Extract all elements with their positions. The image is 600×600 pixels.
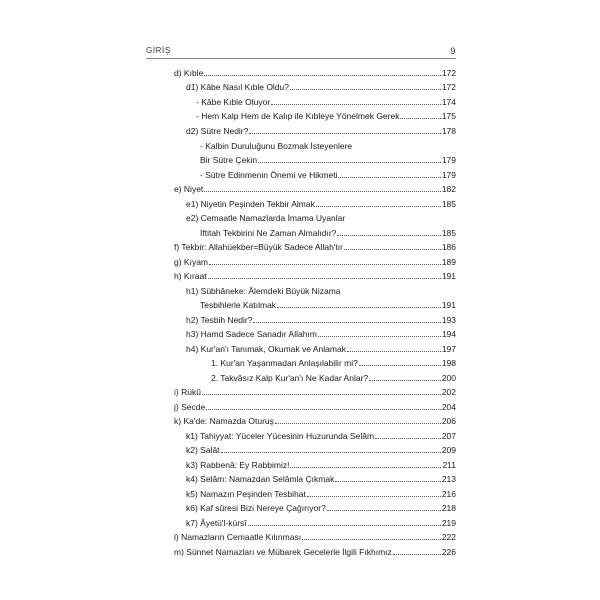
toc-leader	[221, 452, 441, 453]
toc-entry-page: 200	[441, 373, 456, 383]
toc-entry-page: 174	[441, 97, 456, 107]
toc-entry-title: k4) Selâm: Namazdan Selâmla Çıkmak	[186, 474, 335, 484]
toc-entry	[174, 414, 456, 426]
toc-leader	[290, 467, 441, 468]
toc-entry	[186, 516, 456, 528]
toc-entry-page: 216	[441, 489, 456, 499]
toc-entry	[200, 139, 456, 151]
toc-entry	[174, 182, 456, 194]
toc-leader	[318, 336, 441, 337]
toc-entry	[186, 197, 456, 209]
toc-entry	[186, 472, 456, 484]
toc-entry-page: 219	[441, 518, 456, 528]
toc-leader	[327, 510, 441, 511]
toc-entry-page: 202	[441, 387, 456, 397]
toc-leader	[258, 162, 441, 163]
toc-entry-page: 213	[441, 474, 456, 484]
toc-entry	[186, 80, 456, 92]
toc-entry	[174, 240, 456, 252]
toc-entry-title: k1) Tahiyyat: Yüceler Yücesinin Huzurunda Selâm	[186, 431, 375, 441]
toc-entry	[174, 255, 456, 267]
toc-entry	[186, 501, 456, 513]
toc-leader	[347, 351, 441, 352]
toc-entry-title: h2) Tesbih Nedir?	[186, 315, 253, 325]
toc-leader	[400, 118, 440, 119]
toc-entry	[174, 66, 456, 78]
toc-leader	[249, 133, 440, 134]
toc-entry-title: d) Kıble	[174, 68, 204, 78]
toc-entry	[186, 284, 456, 296]
chapter-title: GİRİŞ	[146, 46, 171, 55]
toc-entry-page: 175	[441, 111, 456, 121]
toc-entry-page: 226	[441, 547, 456, 557]
toc-entry-page: 218	[441, 503, 456, 513]
page-number: 9	[450, 46, 456, 56]
toc-leader	[275, 423, 441, 424]
toc-entry-title: e) Niyet	[174, 184, 204, 194]
toc-entry-title: l) Namazların Cemaatle Kılınması	[174, 532, 302, 542]
toc-entry	[186, 211, 456, 223]
toc-leader	[338, 177, 440, 178]
toc-leader	[290, 89, 441, 90]
toc-entry	[200, 168, 456, 180]
toc-entry	[196, 109, 456, 121]
toc-entry	[186, 487, 456, 499]
toc-entry-title: - Kalbin Duruluğunu Bozmak İsteyenlere	[200, 141, 353, 151]
toc-entry-page: 186	[441, 242, 456, 252]
toc-leader	[248, 525, 441, 526]
toc-entry-title: d1) Kâbe Nasıl Kıble Oldu?	[186, 82, 290, 92]
toc-leader	[206, 409, 441, 410]
toc-entry-page: 206	[441, 416, 456, 426]
toc-entry-title: e1) Niyetin Peşinden Tekbir Almak	[186, 199, 315, 209]
toc-entry-page: 182	[441, 184, 456, 194]
toc-entry	[186, 443, 456, 455]
toc-entry-title: İftitah Tekbirini Ne Zaman Almalıdır?	[200, 228, 337, 238]
toc-entry-title: h3) Hamd Sadece Sanadır Allahım	[186, 329, 317, 339]
toc-entry	[174, 400, 456, 412]
toc-entry-title: Bir Sütre Çekin	[200, 155, 258, 165]
toc-entry-page: 197	[441, 344, 456, 354]
toc-entry	[174, 385, 456, 397]
toc-entry	[186, 342, 456, 354]
toc-leader	[369, 380, 441, 381]
toc-leader	[271, 104, 441, 105]
toc-entry-title: g) Kıyam	[174, 257, 209, 267]
toc-entry	[196, 95, 456, 107]
toc-leader	[316, 206, 441, 207]
toc-entry-title: i) Rükû	[174, 387, 201, 397]
toc-leader	[393, 554, 441, 555]
toc-entry	[186, 124, 456, 136]
toc-entry-title: 2. Takvâsız Kalp Kur'an'ı Ne Kadar Anlar?	[211, 373, 369, 383]
toc-entry	[186, 458, 456, 470]
toc-leader	[277, 307, 441, 308]
toc-entry	[200, 298, 456, 310]
toc-entry-page: 178	[441, 126, 456, 136]
toc-entry-title: - Kâbe Kıble Oluyor	[196, 97, 271, 107]
toc-entry-title: Tesbihlerle Katılmak	[200, 300, 277, 310]
toc-entry-title: k3) Rabbenâ: Ey Rabbimiz!	[186, 460, 290, 470]
toc-entry	[186, 313, 456, 325]
toc-leader	[335, 481, 440, 482]
toc-leader	[359, 365, 441, 366]
toc-entry-title: j) Secde	[174, 402, 206, 412]
toc-leader	[202, 394, 441, 395]
toc-entry-page: 172	[441, 82, 456, 92]
toc-entry-title: d2) Sütre Nedir?	[186, 126, 249, 136]
toc-entry-page: 179	[441, 155, 456, 165]
toc-entry-title: k7) Âyetü'l-kürsî	[186, 518, 247, 528]
toc-leader	[204, 191, 441, 192]
toc-entry-page: 185	[441, 228, 456, 238]
toc-entry-title: h1) Sübhâneke: Âlemdeki Büyük Nizama	[186, 286, 341, 296]
toc-entry-title: f) Tekbir: Allahüekber=Büyük Sadece Allah'tır	[174, 242, 343, 252]
toc-entry	[186, 429, 456, 441]
toc-entry-title: k6) Kaf sûresi Bizi Nereye Çağırıyor?	[186, 503, 326, 513]
toc-leader	[375, 438, 441, 439]
toc-entry-page: 185	[441, 199, 456, 209]
toc-entry	[174, 545, 456, 557]
toc-entry-page: 209	[441, 445, 456, 455]
toc-entry	[211, 371, 456, 383]
toc-leader	[337, 235, 440, 236]
toc-entry-page: 198	[441, 358, 456, 368]
toc-entry-page: 222	[441, 532, 456, 542]
toc-leader	[302, 539, 441, 540]
toc-entry	[186, 327, 456, 339]
toc-entry-page: 189	[441, 257, 456, 267]
toc-entry-title: - Sütre Edinmenin Önemi ve Hikmeti	[200, 170, 338, 180]
toc-leader	[253, 322, 440, 323]
toc-leader	[209, 264, 441, 265]
toc-entry	[174, 269, 456, 281]
toc-entry-page: 191	[441, 300, 456, 310]
toc-leader	[208, 278, 441, 279]
toc-entry-page: 193	[441, 315, 456, 325]
toc-entry	[174, 530, 456, 542]
toc-entry-page: 191	[441, 271, 456, 281]
toc-entry-title: h4) Kur'an'ı Tanımak, Okumak ve Anlamak	[186, 344, 346, 354]
toc-entry-title: k) Ka'de: Namazda Oturuş	[174, 416, 274, 426]
toc-entry-title: 1. Kur'an Yaşanmadan Anlaşılabilir mi?	[211, 358, 358, 368]
toc-entry	[200, 153, 456, 165]
toc-entry-title: m) Sünnet Namazları ve Mübarek Gecelerle İlgili Fıkhımız	[174, 547, 392, 557]
toc-entry	[200, 226, 456, 238]
toc-entry-title: k5) Namazın Peşinden Tesbihat	[186, 489, 306, 499]
toc-entry-page: 211	[442, 460, 456, 470]
toc-entry-page: 172	[441, 68, 456, 78]
toc-leader	[344, 249, 441, 250]
toc-entry-page: 204	[441, 402, 456, 412]
toc-leader	[307, 496, 441, 497]
toc-entry-title: e2) Cemaatle Namazlarda İmama Uyanlar	[186, 213, 346, 223]
toc-entry-title: h) Kıraat	[174, 271, 207, 281]
toc-entry-title: - Hem Kalp Hem de Kalıp ile Kıbleye Yönelmek Gerek	[196, 111, 400, 121]
toc-entry-title: k2) Salât	[186, 445, 220, 455]
toc-entry-page: 179	[441, 170, 456, 180]
toc-leader	[204, 75, 441, 76]
toc-entry	[211, 356, 456, 368]
toc-entry-page: 207	[441, 431, 456, 441]
toc-entry-page: 194	[441, 329, 456, 339]
